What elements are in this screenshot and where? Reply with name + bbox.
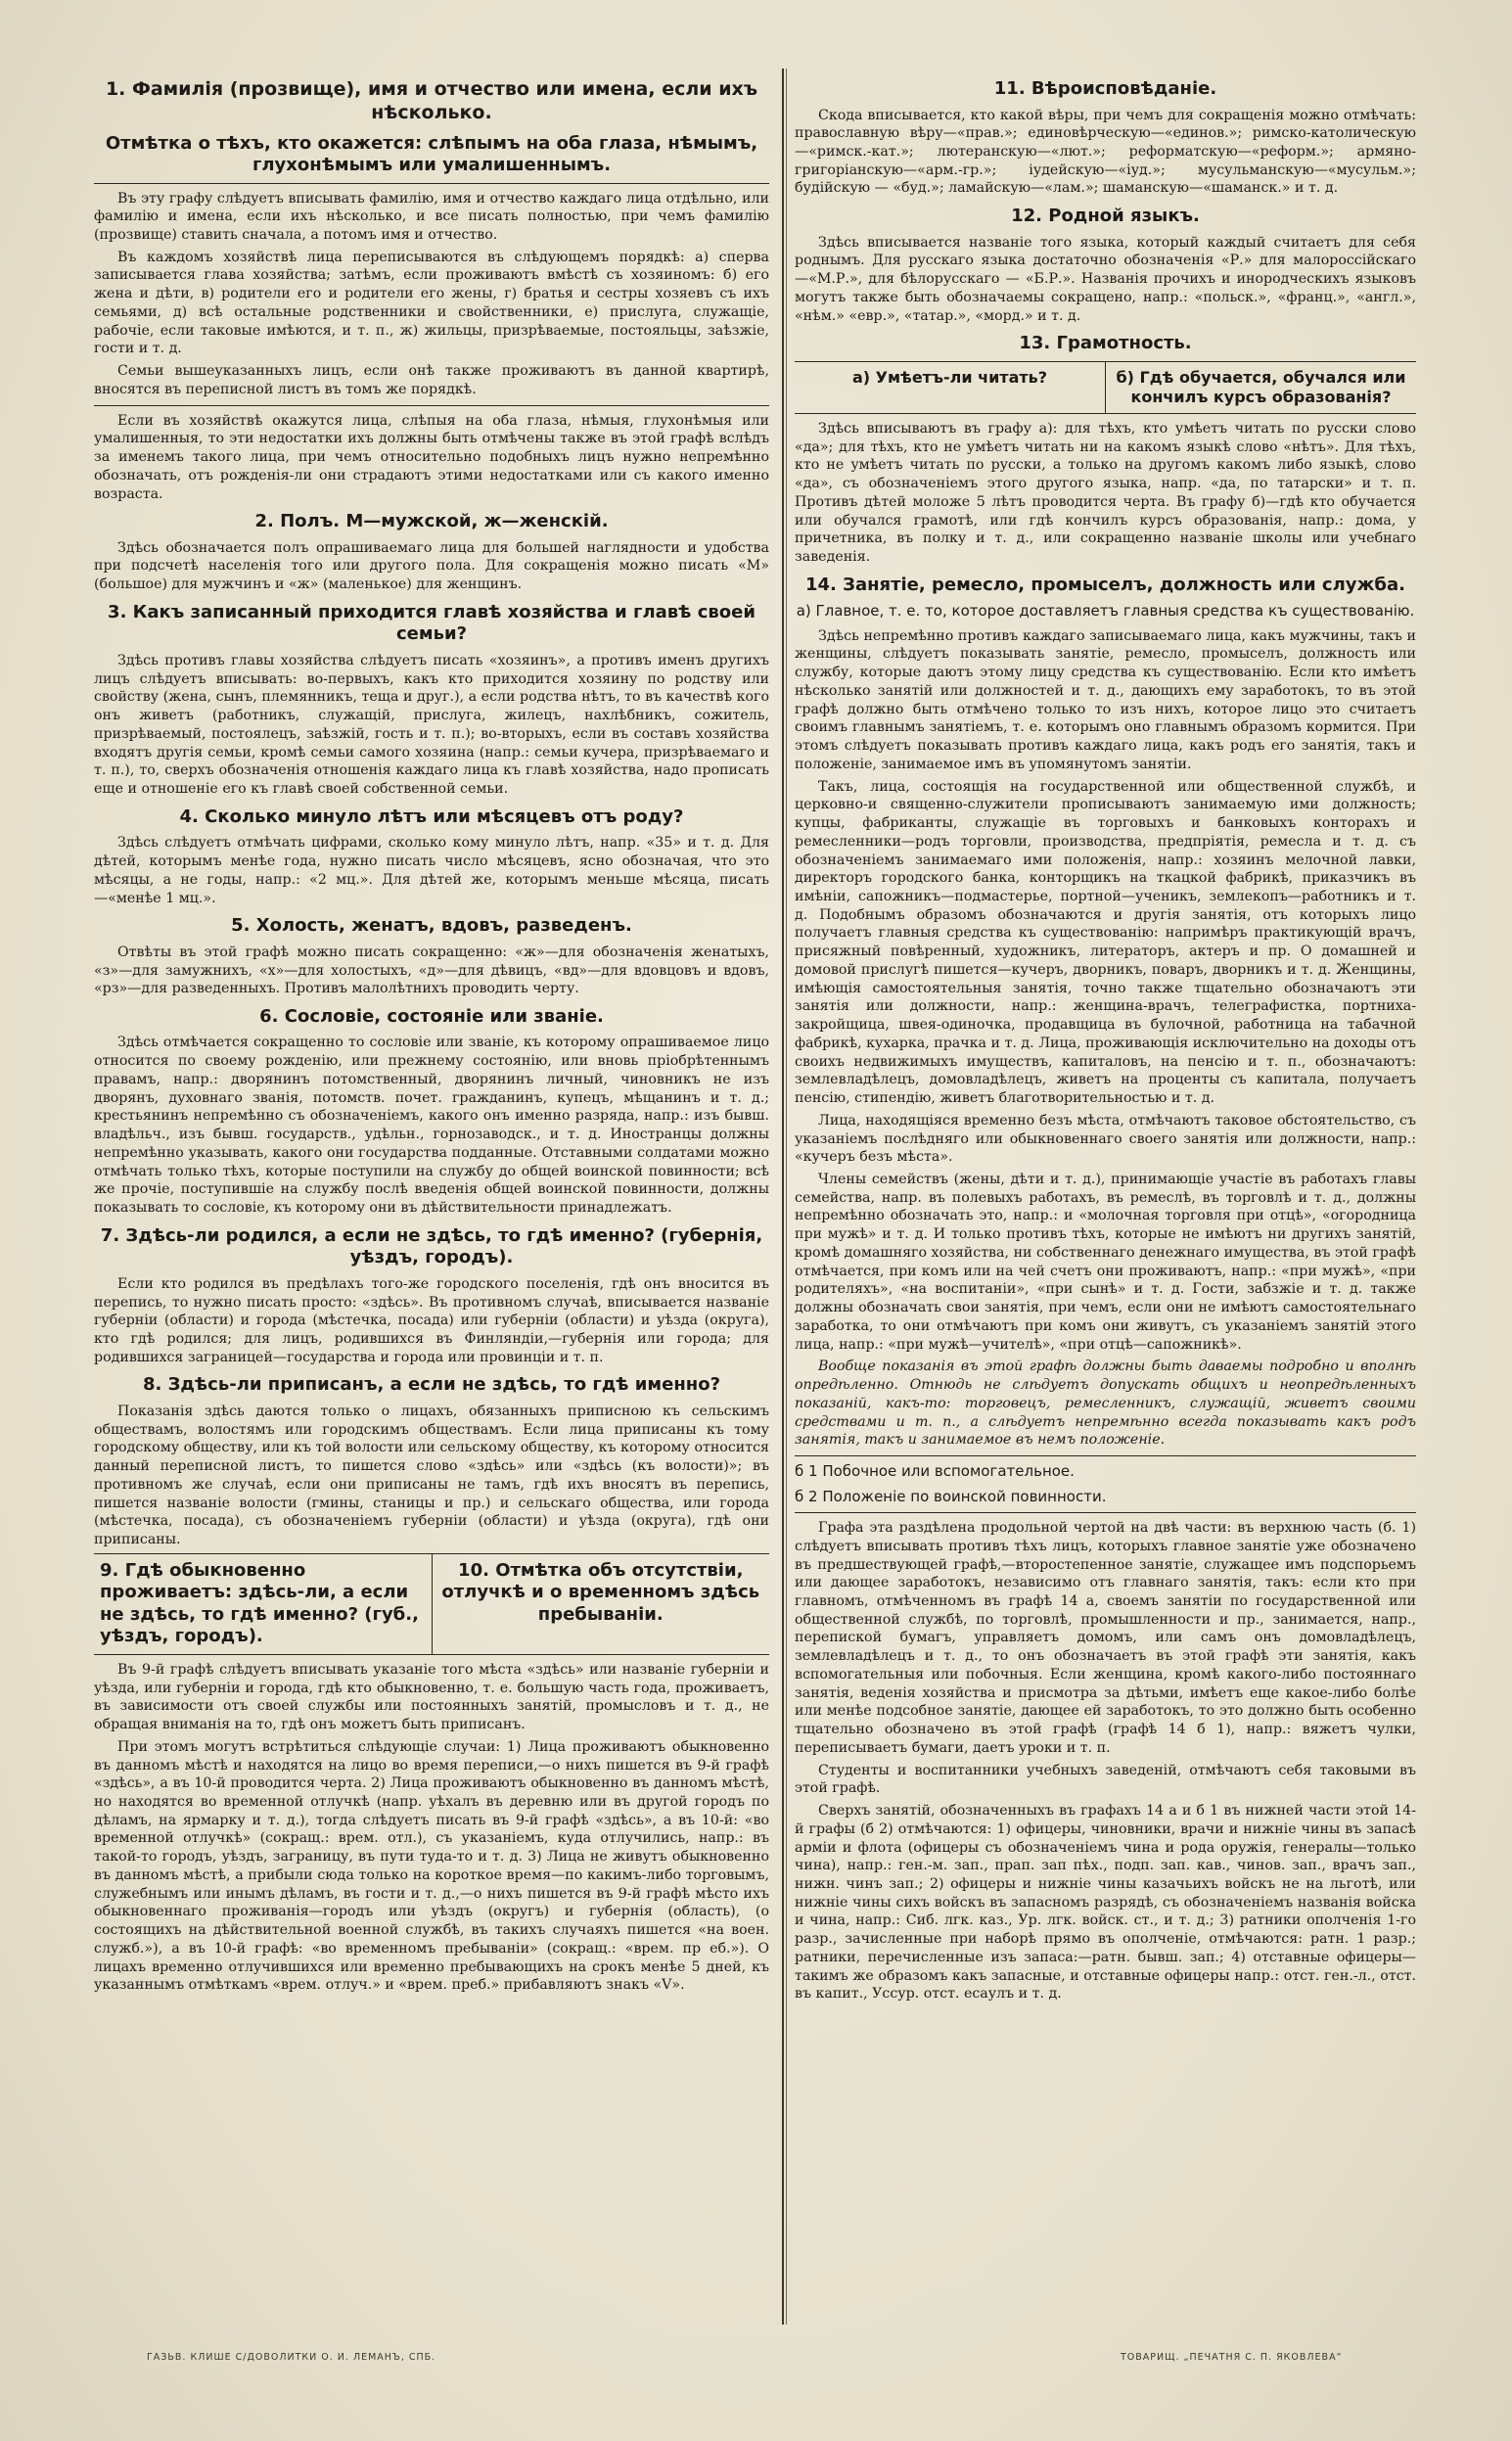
divider (795, 1455, 1416, 1456)
section-2-text: Здѣсь обозначается полъ опрашиваемаго лица для большей наглядности и удобства при подсчетѣ населенія того или другого пола. Для сокращенія можно писать «М» (большое) для мужчинъ и «ж» (маленькое) для женщинъ. (94, 539, 769, 593)
section-7-text: Если кто родился въ предѣлахъ того-же городского поселенія, гдѣ онъ вносится въ перепись, то нужно писать просто: «здѣсь». Въ противномъ случаѣ, вписывается названіе губерніи (области) и города (мѣстечка, посада) или губерніи (области) и уѣзда (округа), кто гдѣ родился; для лицъ, родившихся въ Финляндіи,—губернія или города; для родившихся заграницей—государства и города или провинціи и т. п. (94, 1275, 769, 1365)
section-1-text: Если въ хозяйствѣ окажутся лица, слѣпыя на оба глаза, нѣмыя, глухонѣмыя или умалишенныя, то эти недостатки ихъ должны быть отмѣчены также въ этой графѣ вслѣдъ за именемъ такого лица, при чемъ относительно подобныхъ лицъ нужно непремѣнно обозначать, отъ рожденія-ли они страдаютъ этими недостатками или съ какого именно возраста. (94, 412, 769, 502)
section-14-text: Графа эта раздѣлена продольной чертой на двѣ части: въ верхнюю часть (б. 1) слѣдуетъ вписывать противъ тѣхъ лицъ, которыхъ главное занятіе уже обозначено въ предшествующей графѣ,—второстепенное занятіе, служащее имъ подспорьемъ или дающее заработокъ, независимо отъ главнаго занятія, такъ: если кто при главномъ, отмѣченномъ въ графѣ 14 а, своемъ занятіи по государственной или общественной службѣ, по торговлѣ, промышленности и пр., занимается, напр., перепиской бумагъ, управляетъ домомъ, или самъ онъ домовладѣлецъ, землевладѣлецъ и т. д., то онъ обозначаетъ въ этой графѣ эти занятія, какъ вспомогательныя или побочныя. Если женщина, кромѣ какого-либо постояннаго занятія, веденія хозяйства и присмотра за дѣтьми, имѣетъ еще какое-либо болѣе или менѣе подсобное занятіе, дающее ей заработокъ, то это должно быть особенно тщательно обозначено въ этой графѣ (графѣ 14 б 1), напр.: вяжетъ чулки, переписываетъ бумаги, даетъ уроки и т. п. (795, 1520, 1416, 1756)
section-14-b2-title: б 2 Положеніе по воинской повинности. (795, 1487, 1107, 1505)
section-14-text: Здѣсь непремѣнно противъ каждаго записываемаго лица, какъ мужчины, такъ и женщины, слѣдуетъ показывать занятіе, ремесло, промыселъ, должность или службу, которые даютъ этому лицу средства къ существованію. Если кто имѣетъ нѣсколько занятій или должностей и т. д., дающихъ ему заработокъ, то въ этой графѣ должно быть отмѣчено только то изъ нихъ, которое лицо это считаетъ своимъ главнымъ занятіемъ, т. е. которымъ оно главнымъ образомъ кормится. При этомъ слѣдуетъ показывать противъ каждаго лица, какъ родъ его занятія, такъ и положеніе, занимаемое имъ въ упомянутомъ занятіи. (795, 627, 1416, 772)
section-13-b-title: б) Гдѣ обучается, обучался или кончилъ курсъ образованія? (1116, 367, 1406, 406)
section-13-text: Здѣсь вписываютъ въ графу а): для тѣхъ, кто умѣетъ читать по русски слово «да»; для тѣхъ, кто не умѣетъ читать ни на какомъ языкѣ слово «нѣтъ». Для тѣхъ, кто не умѣетъ читать по русски, а только на другомъ какомъ либо языкѣ, слово «да», съ обозначеніемъ этого другого языка, напр. «да, по татарски» и т. п. Противъ дѣтей моложе 5 лѣтъ проводится черта. Въ графу б)—гдѣ кто обучается или обучался грамотѣ, или гдѣ кончилъ курсъ образованія, напр.: дома, у причетника, въ полку и т. д., или сокращенно названіе школы или учебнаго заведенія. (795, 420, 1416, 565)
section-8-title: 8. Здѣсь-ли приписанъ, а если не здѣсь, то гдѣ именно? (142, 1374, 721, 1396)
section-14-text: Такъ, лица, состоящія на государственной или общественной службѣ, и церковно-и священно-служители прописываютъ занимаемую ими должность; купцы, фабриканты, служащіе въ торговыхъ и банковыхъ конторахъ и ремесленники—родъ торговли, производства, предпріятія, ремесла и т. д. съ обозначеніемъ занимаемаго ими положенія, напр.: хозяинъ мелочной лавки, директоръ городского банка, конторщикъ на ткацкой фабрикѣ, приказчикъ въ имѣніи, сапожникъ—подмастерье, портной—ученикъ, землекопъ—работникъ и т. д. Подобнымъ образомъ обозначаются и другія занятія, отъ которыхъ лицо получаетъ главныя средства къ существованію: напримѣръ практикующій врачъ, присяжный повѣренный, художникъ, литераторъ, актеръ и пр. О домашней и домовой прислугѣ пишется—кучеръ, дворникъ, поваръ, дворникъ и т. д. Женщины, имѣющія самостоятельныя занятія, точно также тщательно обозначаютъ эти занятія или должности, напр.: женщина-врачъ, телеграфистка, портниха-закройщица, швея-одиночка, продавщица въ булочной, работница на табачной фабрикѣ, кухарка, прачка и т. д. Лица, проживающія исключительно на доходы отъ своихъ недвижимыхъ имуществъ, капиталовъ, на пенсію и т. п., обозначаютъ: землевладѣлецъ, домовладѣлецъ, живетъ на проценты съ капитала, получаетъ пенсію, стипендію, живетъ благотворительностью и т. д. (795, 778, 1416, 1107)
section-12-text: Здѣсь вписывается названіе того языка, который каждый считаетъ для себя роднымъ. Для русскаго языка достаточно обозначенія «Р.» для малороссійскаго—«М.Р.», для бѣлорусскаго — «Б.Р.». Названія прочихъ и инородческихъ языковъ могутъ также быть обозначаемы сокращено, напр.: «польск.», «франц.», «англ.», «нѣм.» «евр.», «татар.», «морд.» и т. д. (795, 234, 1416, 324)
section-11-text: Скода вписывается, кто какой вѣры, при чемъ для сокращенія можно отмѣчать: православную вѣру—«прав.»; единовѣрческую—«единов.»; римско-католическую—«римск.-кат.»; лютеранскую—«лют.»; реформатскую—«реформ.»; армяно-григоріанскую—«арм.-гр.»; іудейскую—«іуд.»; мусульманскую—«мусульм.»; будійскую — «буд.»; ламайскую—«лам.»; шаманскую—«шаманск.» и т. д. (795, 107, 1416, 197)
section-9-text: Въ 9-й графѣ слѣдуетъ вписывать указаніе того мѣста «здѣсь» или названіе губерніи и уѣзда, или губерніи и города, гдѣ кто обыкновенно, т. е. большую часть года, проживаетъ, въ зависимости отъ своей службы или постоянныхъ занятій, промысловъ и т. д., не обращая вниманія на то, гдѣ онъ можетъ быть приписанъ. (94, 1661, 769, 1733)
section-6-text: Здѣсь отмѣчается сокращенно то сословіе или званіе, къ которому опрашиваемое лицо относится по своему рожденію, или прежнему состоянію, или вновь пріобрѣтеннымъ правамъ, напр.: дворянинъ потомственный, дворянинъ личный, чиновникъ не изъ дворянъ, духовнаго званія, потомств. почет. гражданинъ, купецъ, мѣщанинъ и т. д.; крестьянинъ непремѣнно съ обозначеніемъ, какого онъ именно разряда, напр.: изъ бывш. владѣльч., изъ бывш. государств., удѣльн., горнозаводск., и т. д. Иностранцы должны непремѣнно указывать, какого они государства подданные. Отставными солдатами можно отмѣчать только тѣхъ, которые поступили на службу до общей воинской повинности; всѣ же прочіе, поступившіе на службу послѣ введенія общей воинской повинности, должны показывать то сословіе, къ которому они въ дѣйствительности принадлежатъ. (94, 1035, 769, 1217)
section-10-header-cell (433, 1554, 770, 1654)
section-1-text: Семьи вышеуказанныхъ лицъ, если онѣ также проживаютъ въ данной квартирѣ, вносятся въ переписной листъ въ томъ же порядкѣ. (94, 363, 769, 397)
section-13-a-cell (795, 362, 1106, 413)
divider (94, 405, 769, 406)
section-14-text: Студенты и воспитанники учебныхъ заведеній, отмѣчаютъ себя таковыми въ этой графѣ. (795, 1762, 1416, 1797)
section-13-b-cell (1106, 362, 1416, 413)
section-8-text: Показанія здѣсь даются только о лицахъ, обязанныхъ приписною къ сельскимъ обществамъ, волостямъ или городскимъ обществамъ. Если лица приписаны къ тому городскому обществу, или къ той волости или сельскому обществу, къ которому относится данный переписной листъ, то пишется слово «здѣсь» или «здѣсь (къ волости)»; въ противномъ же случаѣ, если они приписаны не тамъ, гдѣ ихъ вносятъ въ перепись, пишется названіе волости (гмины, станицы и пр.) и сельскаго общества, или города (мѣстечка, посада), съ обозначеніемъ губерніи (области) и уѣзда (округа), гдѣ они приписаны. (94, 1403, 769, 1548)
section-13-header (795, 361, 1416, 414)
section-14-text: Вообще показанія въ этой графѣ должны быть даваемы подробно и вполнѣ опредѣленно. Отнюдь не слѣдуетъ допускать общихъ и неопредѣленныхъ показаній, какъ-то: торговецъ, ремесленникъ, служащій, живетъ своими средствами и т. п., а слѣдуетъ непремѣнно всегда показывать какъ родъ занятія, такъ и занимаемое въ немъ положеніе. (795, 1359, 1416, 1449)
section-14-b1-title: б 1 Побочное или вспомогательное. (795, 1462, 1075, 1481)
section-1-note: Отмѣтка о тѣхъ, кто окажется: слѣпымъ на оба глаза, нѣмымъ, глухонѣмымъ или умалишеннымъ. (105, 132, 758, 175)
section-5-title: 5. Холость, женатъ, вдовъ, разведенъ. (231, 915, 632, 937)
section-13-a-title: а) Умѣетъ-ли читать? (851, 367, 1048, 387)
section-14-title: 14. Занятіе, ремесло, промыселъ, должность или служба. (805, 574, 1405, 595)
section-9-text: При этомъ могутъ встрѣтиться слѣдующіе случаи: 1) Лица проживаютъ обыкновенно въ данномъ мѣстѣ и находятся на лицо во время переписи,—о нихъ пишется въ 9-й графѣ «здѣсь», а въ 10-й проводится черта. 2) Лица проживаютъ обыкновенно въ данномъ мѣстѣ, но находятся во временной отлучкѣ (напр. уѣхалъ въ деревню или въ другой городъ по дѣламъ, на ярмарку и т. д.), тогда слѣдуетъ писать въ 9-й графѣ «здѣсь», а въ 10-й: «во временной отлучкѣ» (сокращ.: врем. отл.), съ указаніемъ, куда отлучились, напр.: въ такой-то городъ, уѣздъ, заграницу, въ пути туда-то и т. д. 3) Лица не живутъ обыкновенно въ данномъ мѣстѣ, а прибыли сюда только на короткое время—по какимъ-либо торговымъ, служебнымъ или инымъ дѣламъ, въ гости и т. д.,—о нихъ пишется въ 9-й графѣ мѣсто ихъ обыкновеннаго проживанія—городъ или уѣздъ (округъ) и губернія (область), (о состоящихъ на дѣйствительной военной службѣ, въ такихъ случаяхъ пишется «на воен. служб.»), а въ 10-й графѣ: «во временномъ пребываніи» (сокращ.: «врем. пр еб.»). О лицахъ временно отлучившихся или временно пребывающихъ на срокъ менѣе 5 дней, къ указаннымъ отмѣткамъ «врем. отлуч.» и «врем. преб.» прибавляютъ знакъ «V». (94, 1738, 769, 1994)
section-7-title: 7. Здѣсь-ли родился, а если не здѣсь, то гдѣ именно? (губернія, уѣздъ, городъ). (100, 1224, 763, 1268)
section-1-title: 1. Фамилія (прозвище), имя и отчество или имена, если ихъ нѣсколько. (105, 78, 758, 123)
section-14-subtitle: а) Главное, т. е. то, которое доставляетъ главныя средства къ существованію. (796, 602, 1415, 621)
section-2-title: 2. Полъ. М—мужской, ж—женскій. (254, 511, 609, 532)
section-4-text: Здѣсь слѣдуетъ отмѣчать цифрами, сколько кому минуло лѣтъ, напр. «35» и т. д. Для дѣтей, которымъ менѣе года, нужно писать число мѣсяцевъ, ясно обозначая, что это мѣсяцы, а не годы, напр.: «2 мц.». Для дѣтей же, которымъ меньше мѣсяца, писать—«менѣе 1 мц.». (94, 835, 769, 906)
section-1-text: Въ каждомъ хозяйствѣ лица переписываются въ слѣдующемъ порядкѣ: а) сперва записывается глава хозяйства; затѣмъ, если проживаютъ вмѣстѣ съ хозяиномъ: б) его жена и дѣти, в) родители его и родители его жены, г) братья и сестры хозяевъ съ ихъ семьями, д) всѣ остальные родственники и свойственники, е) прислуга, служащіе, рабочіе, если таковые имѣются, и т. п., ж) жильцы, призрѣваемые, постояльцы, заѣзжіе, гости и т. д. (94, 249, 769, 357)
section-13-title: 13. Грамотность. (1019, 333, 1192, 354)
right-column (795, 70, 1416, 2322)
section-1-text: Въ эту графу слѣдуетъ вписывать фамилію, имя и отчество каждаго лица отдѣльно, или фамилію и имена, если ихъ нѣсколько, и все писать полностью, при чемъ фамилію (прозвище) ставить сначала, а потомъ имя и отчество. (94, 190, 769, 243)
section-9-10-header (94, 1553, 769, 1655)
section-12-title: 12. Родной языкъ. (1011, 206, 1200, 227)
section-10-title: 10. Отмѣтка объ отсутствіи, отлучкѣ и о временномъ здѣсь пребываніи. (441, 1559, 760, 1625)
section-9-title: 9. Гдѣ обыкновенно проживаетъ: здѣсь-ли, а если не здѣсь, то гдѣ именно? (губ., уѣздъ, городъ). (100, 1559, 419, 1647)
column-divider (786, 69, 787, 2325)
section-14-text: Сверхъ занятій, обозначенныхъ въ графахъ 14 а и б 1 въ нижней части этой 14-й графы (б 2) отмѣчаются: 1) офицеры, чиновники, врачи и нижніе чины въ запасѣ арміи и флота (офицеры съ обозначеніемъ чина и рода оружія, генералы—только чина), напр.: ген.-м. зап., прап. зап пѣх., подп. зап. кав., чинов. зап., врачъ зап., нижн. чинъ зап.; 2) офицеры и нижніе чины казачьихъ войскъ не на льготѣ, или нижніе чины сихъ войскъ въ запасномъ разрядѣ, съ обозначеніемъ названія войска и чина, напр.: Сиб. лгк. каз., Ур. лгк. войск. ст., и т. д.; 3) ратники ополченія 1-го разр., зачисленные при наборѣ прямо въ ополченіе, отмѣчаются: ратн. 1 разр.; ратники, перечисленные изъ запаса:—ратн. бывш. зап.; 4) отставные офицеры—такимъ же образомъ какъ запасные, и отставные офицеры напр.: отст. ген.-л., отст. въ капит., Уссур. отст. есаулъ и т. д. (795, 1803, 1416, 2003)
section-9-header-cell (94, 1554, 433, 1654)
section-3-title: 3. Какъ записанный приходится главѣ хозяйства и главѣ своей семьи? (108, 601, 756, 645)
section-5-text: Отвѣты въ этой графѣ можно писать сокращенно: «ж»—для обозначенія женатыхъ, «з»—для замужнихъ, «х»—для холостыхъ, «д»—для дѣвицъ, «вд»—для вдовцовъ и вдовъ, «рз»—для разведенныхъ. Противъ малолѣтнихъ проводить черту. (94, 944, 769, 997)
section-3-text: Здѣсь противъ главы хозяйства слѣдуетъ писать «хозяинъ», а противъ именъ другихъ лицъ слѣдуетъ вписывать: во-первыхъ, какъ кто приходится хозяину по родству или свойству (жена, сынъ, племянникъ, теща и друг.), а если родства нѣтъ, то въ качествѣ кого онъ живетъ (работникъ, служащій, прислуга, жилецъ, нахлѣбникъ, сожитель, призрѣваемый, постоялецъ, заѣзжій, гость и т. п.); во-вторыхъ, если въ составъ хозяйства входятъ другія семьи, кромѣ семьи самого хозяина (напр.: семьи кучера, призрѣваемаго и т. п.), то, сверхъ обозначенія отношенія каждаго лица къ главѣ хозяйства, надо прописать еще и отношеніе его къ главѣ своей собственной семьи. (94, 652, 769, 798)
section-6-title: 6. Сословіе, состояніе или званіе. (259, 1005, 604, 1027)
left-column (94, 70, 769, 2322)
divider (94, 183, 769, 184)
divider (795, 1512, 1416, 1513)
section-14-text: Члены семействъ (жены, дѣти и т. д.), принимающіе участіе въ работахъ главы семейства, напр. въ полевыхъ работахъ, въ ремеслѣ, въ торговлѣ и т. д., должны непремѣнно обозначать это, напр.: и «молочная торговля при отцѣ», «огородница при мужѣ» и т. д. И только противъ тѣхъ, которые не имѣютъ ни другихъ занятій, кромѣ домашняго хозяйства, ни собственнаго денежнаго имущества, въ этой графѣ отмѣчается, при комъ или на чей счетъ они проживаютъ, напр.: «при мужѣ», «при родителяхъ», «на воспитаніи», «при сынѣ» и т. д. Гости, забзжіе и т. д. также должны обозначать свои занятія, при чемъ, если они не имѣютъ самостоятельнаго заработка, то они отмѣчаютъ при комъ они живутъ, съ указаніемъ занятій этого лица, напр.: «при мужѣ—учителѣ», «при отцѣ—сапожникѣ». (795, 1172, 1416, 1353)
section-4-title: 4. Сколько минуло лѣтъ или мѣсяцевъ отъ роду? (179, 806, 684, 827)
printer-credit-right: ТОВАРИЩ. „ПЕЧАТНЯ С. П. ЯКОВЛЕВА“ (1121, 2352, 1343, 2363)
section-11-title: 11. Вѣроисповѣданіе. (993, 78, 1217, 99)
column-divider (782, 69, 784, 2325)
section-14-text: Лица, находящіяся временно безъ мѣста, отмѣчаютъ таковое обстоятельство, съ указаніемъ послѣдняго или обыкновеннаго своего занятія или должности, напр.: «кучеръ безъ мѣста». (795, 1112, 1416, 1166)
printer-credit-left: ГАЗЬВ. КЛИШЕ С/ДОВОЛИТКИ О. И. ЛЕМАНЪ, СПБ. (147, 2352, 436, 2363)
